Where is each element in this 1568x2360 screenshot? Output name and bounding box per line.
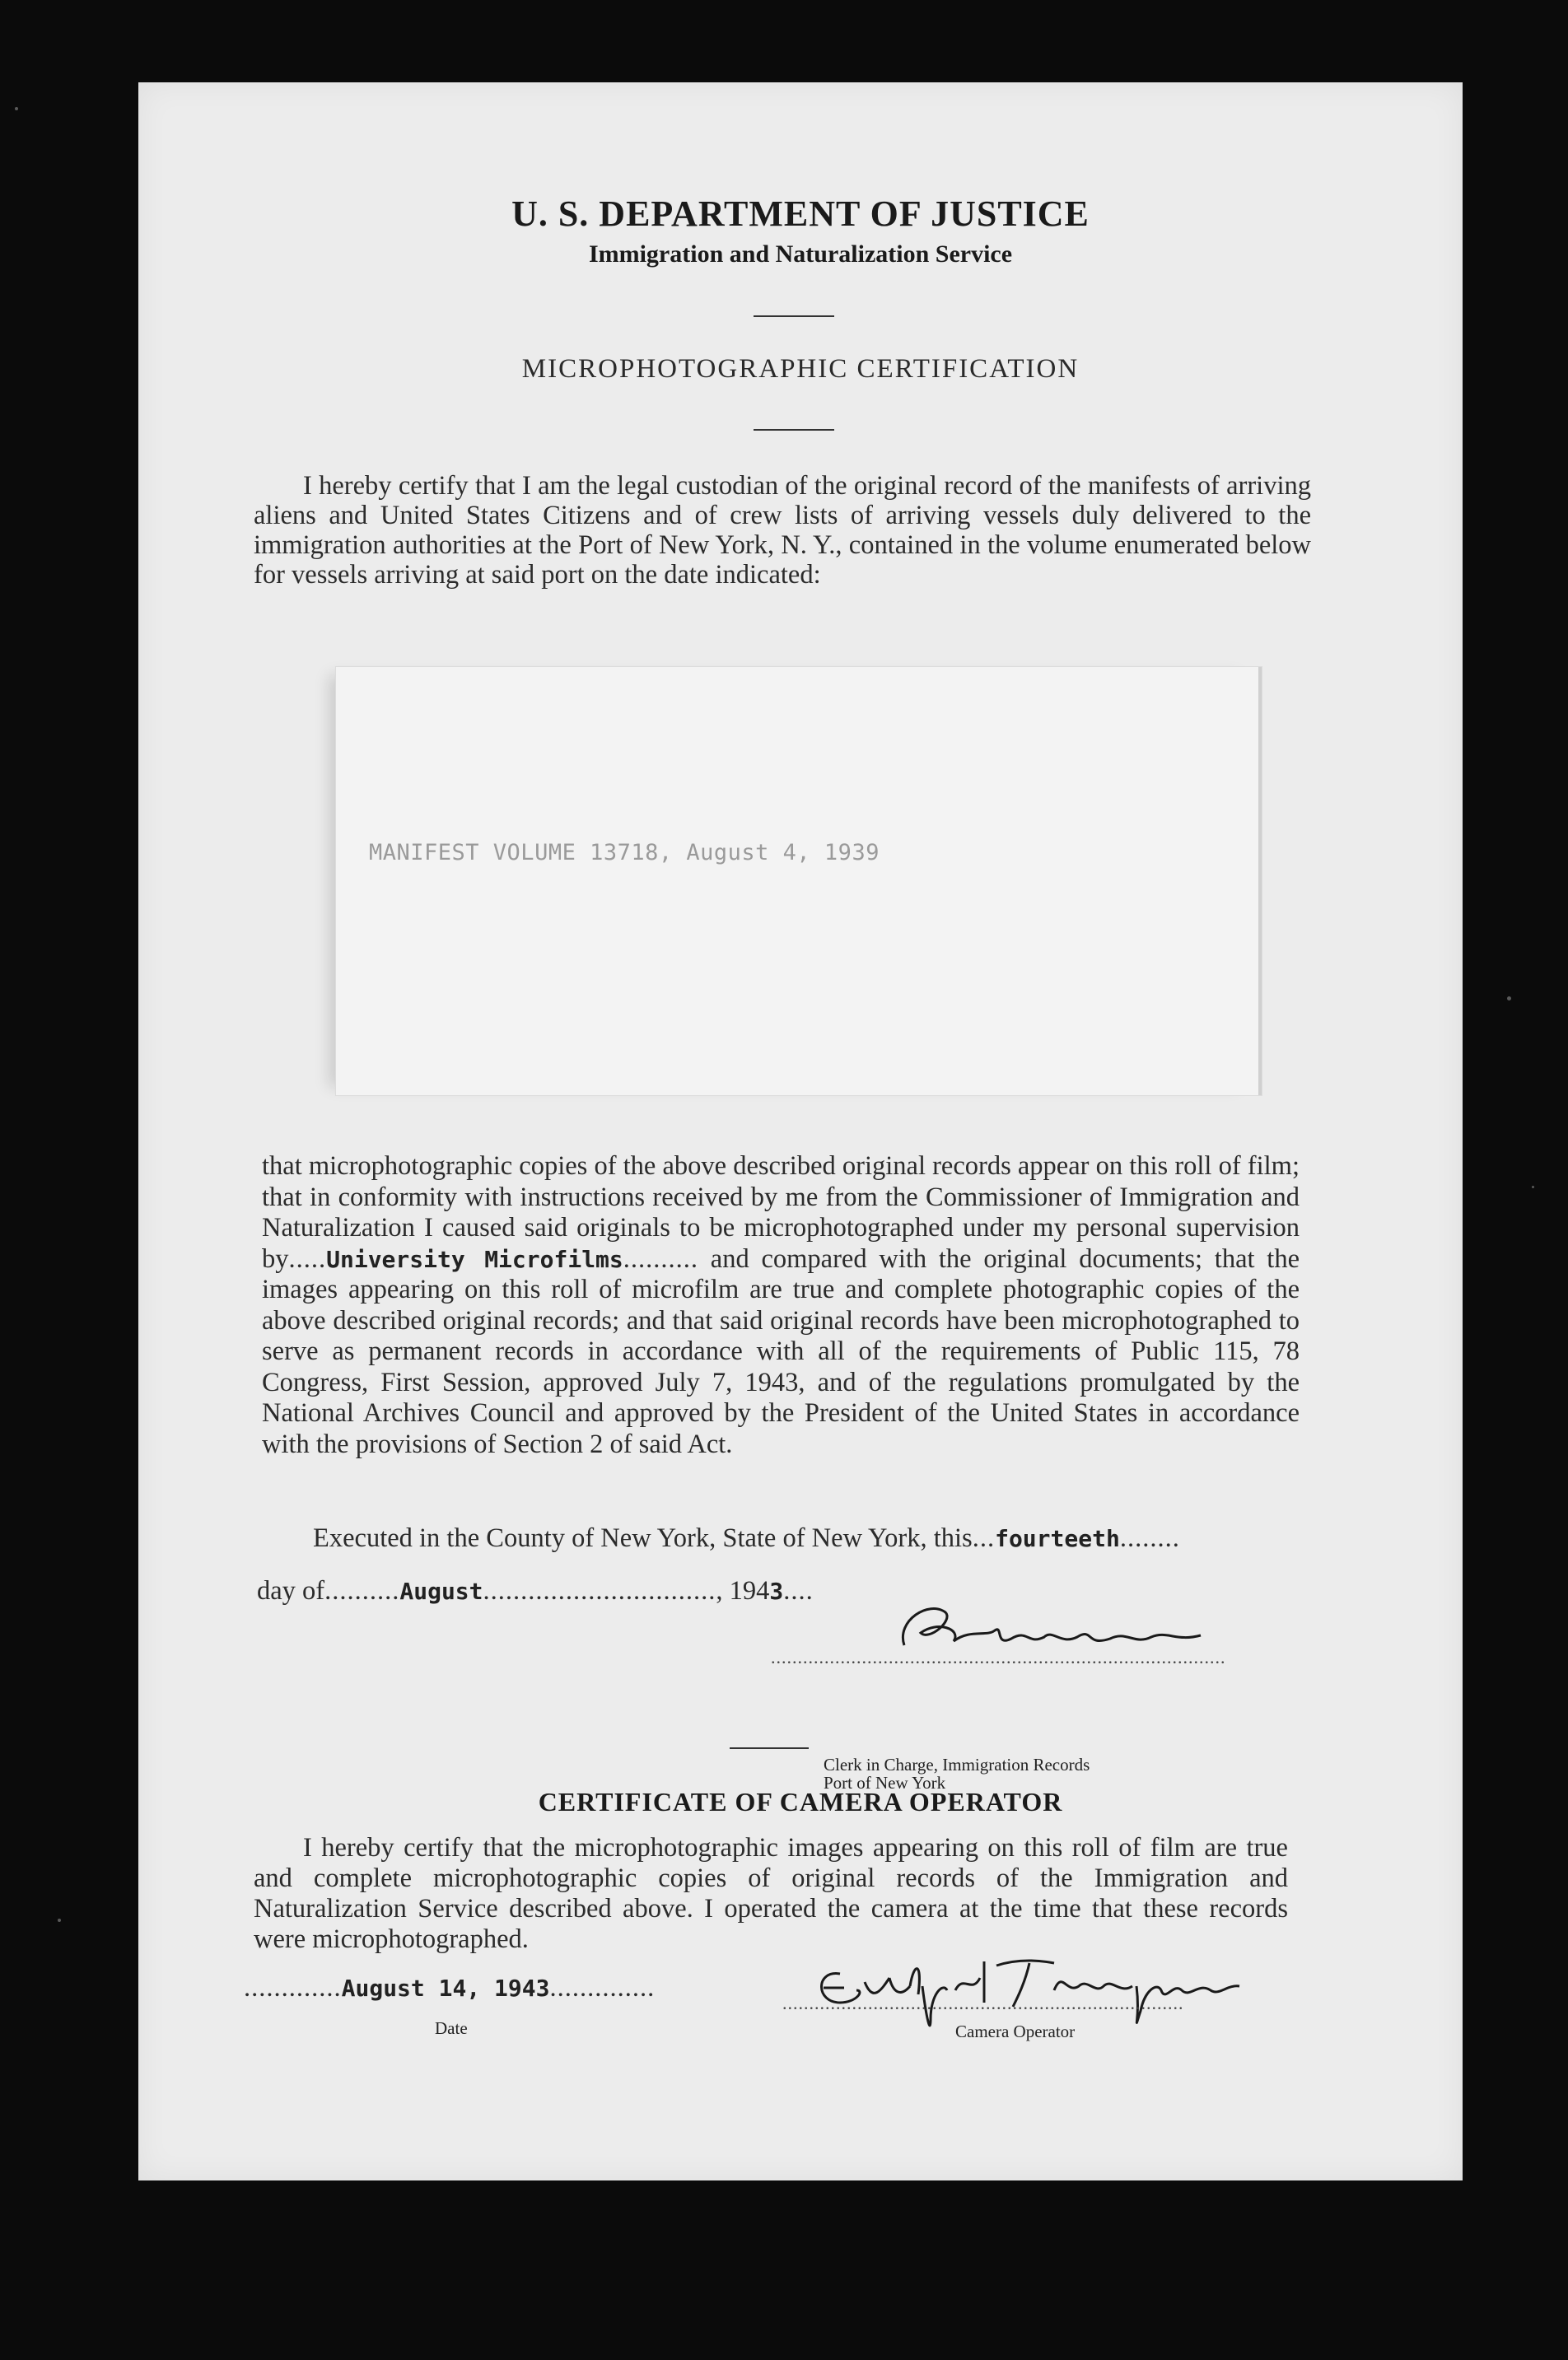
clerk-signature-line: ..................................................................................... xyxy=(771,1647,1226,1667)
intro-text: I hereby certify that I am the legal custodian of the original record of the manifests of arriving aliens and United States Citizens and of crew lists of arriving vessels duly delivered to the immigration authorities at the Port of New York, N. Y., contained in the volume enumerated below for vessels arriving at said port on the date indicated: xyxy=(254,471,1311,590)
month-field: August xyxy=(399,1578,483,1605)
supervisor-field: University Microfilms xyxy=(326,1245,623,1273)
camera-date-field: August 14, 1943 xyxy=(341,1975,550,2002)
day-of-label: day of xyxy=(257,1576,325,1606)
camera-text: I hereby certify that the microphotographic images appearing on this roll of film are true and complete microphotographic copies of original records of the Immigration and Naturalization Service described above. I operated the camera at the time that these records were microphotographed. xyxy=(254,1833,1288,1954)
camera-date-line: .............August 14, 1943.............. xyxy=(244,1973,656,2003)
manifest-card xyxy=(336,667,1262,1095)
film-speck xyxy=(1507,996,1511,1000)
date-label: Date xyxy=(435,2018,468,2038)
year-prefix: , 194 xyxy=(716,1576,770,1606)
camera-certificate-heading: CERTIFICATE OF CAMERA OPERATOR xyxy=(538,1787,1063,1817)
execution-prefix: Executed in the County of New York, State of New York, this xyxy=(313,1523,973,1553)
execution-line: Executed in the County of New York, State of New York, this...fourteeth........ xyxy=(313,1523,1180,1553)
manifest-volume-label: MANIFEST VOLUME 13718, August 4, 1939 xyxy=(369,840,880,865)
divider xyxy=(754,429,834,431)
operator-signature-line: ........................................................................... xyxy=(782,1993,1184,2013)
clerk-title-line1: Clerk in Charge, Immigration Records xyxy=(824,1755,1090,1775)
year-digit-field: 3 xyxy=(769,1578,784,1605)
department-heading: U. S. DEPARTMENT OF JUSTICE xyxy=(511,194,1090,234)
clerk-title-line2: Port of New York xyxy=(824,1773,946,1793)
month-year-line: day of..........August..............................., 1943.... xyxy=(257,1576,814,1606)
certification-title: MICROPHOTOGRAPHIC CERTIFICATION xyxy=(521,354,1080,384)
film-speck xyxy=(1532,1186,1534,1188)
camera-paragraph xyxy=(254,1833,1288,1955)
divider xyxy=(754,315,834,317)
film-speck xyxy=(15,107,18,110)
day-field: fourteeth xyxy=(995,1525,1120,1552)
camera-operator-label: Camera Operator xyxy=(955,2022,1076,2041)
service-subheading: Immigration and Naturalization Service xyxy=(588,240,1013,268)
body-text-part2: and compared with the original documents; that the images appearing on this roll of microfilm are true and complete photographic copies of the above described original records; and that said original records have been microphotographed to serve as permanent records in accordance with all of the requirements of Public 115, 78 Congress, First Session, approved July 7, 1943, and of the regulations promulgated by the National Archives Council and approved by the President of the United States in accordance with the provisions of Section 2 of said Act. xyxy=(262,1243,1300,1459)
intro-paragraph xyxy=(254,471,1311,590)
certificate-page xyxy=(138,82,1463,2180)
film-speck xyxy=(58,1919,61,1922)
body-text-part1: that microphotographic copies of the above described original records appear on this roll of film; that in conformity with instructions received by me from the Commissioner of Immigration and Naturalization I caused said originals to be microphotographed under my personal supervision by xyxy=(262,1151,1300,1274)
body-paragraph: that microphotographic copies of the above described original records appear on this roll of film; that in conformity with instructions received by me from the Commissioner of Immigration and Naturalization I caused said originals to be microphotographed under my personal supervision by.....University Microfilms.......... and compared with the original documents; that the images appearing on this roll of microfilm are true and complete photographic copies of the above described original records; and that said original records have been microphotographed to serve as permanent records in accordance with all of the requirements of Public 115, 78 Congress, First Session, approved July 7, 1943, and of the regulations promulgated by the National Archives Council and approved by the President of the United States in accordance with the provisions of Section 2 of said Act. xyxy=(262,1151,1300,1459)
divider xyxy=(730,1747,809,1749)
